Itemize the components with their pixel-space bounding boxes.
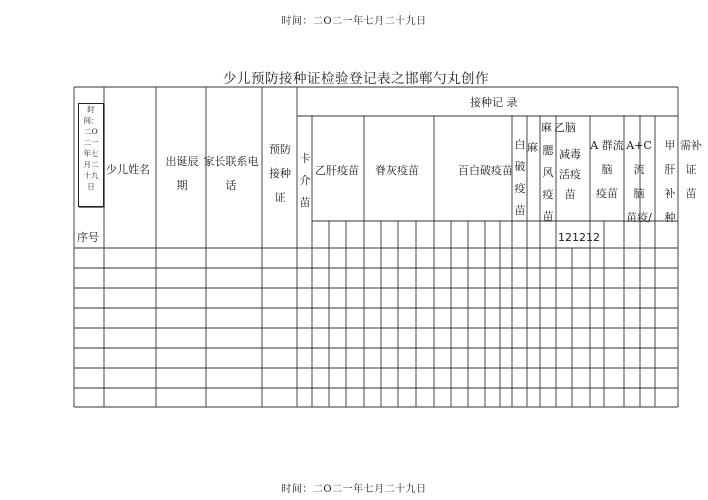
column-meningitis-ac: A+C 流 脑 苗疫/	[626, 139, 652, 224]
column-dt: 白 破疫 苗	[514, 138, 526, 217]
column-hepatitis-b: 乙肝疫苗	[315, 164, 359, 177]
column-measles: 腮 风 疫 苗	[542, 144, 554, 223]
vaccination-record-header: 接种记 录	[470, 96, 518, 109]
column-jev: 减毒 活疫 苗	[559, 148, 581, 201]
column-jev-top: 乙脑	[554, 121, 576, 134]
column-parent-phone: 家长联系电 话	[203, 155, 259, 192]
column-supplement: 需补 证 苗	[680, 139, 702, 200]
page-header: 时间：二O二一年七月二十九日	[281, 16, 427, 27]
column-birth-date: 出诞辰 期	[165, 155, 199, 192]
column-dt-top: 麻	[527, 141, 538, 154]
page-footer: 时间：二O二一年七月二十九日	[281, 484, 427, 495]
time-stamp-box: 时 间： 二O 二一 年七 月二 十九 日	[78, 103, 104, 207]
column-child-name: 少儿姓名	[106, 163, 150, 176]
column-vaccination-certificate: 预防 接种 证	[269, 143, 291, 204]
column-seq: 序号	[77, 231, 99, 244]
column-dtp: 百白破疫苗	[458, 164, 513, 177]
column-bcg: 卡 介 苗	[299, 152, 311, 209]
column-polio: 脊灰疫苗	[375, 164, 419, 177]
column-measles-top: 麻	[541, 121, 552, 134]
column-hepatitis-a: 甲 肝 补种	[664, 139, 676, 224]
column-jev-doses: 121212	[558, 231, 600, 244]
document-title: 少儿预防接种证检验登记表之邯郸勺丸创作	[223, 71, 489, 87]
column-meningitis-a: A 群流 脑 疫苗	[590, 139, 624, 200]
